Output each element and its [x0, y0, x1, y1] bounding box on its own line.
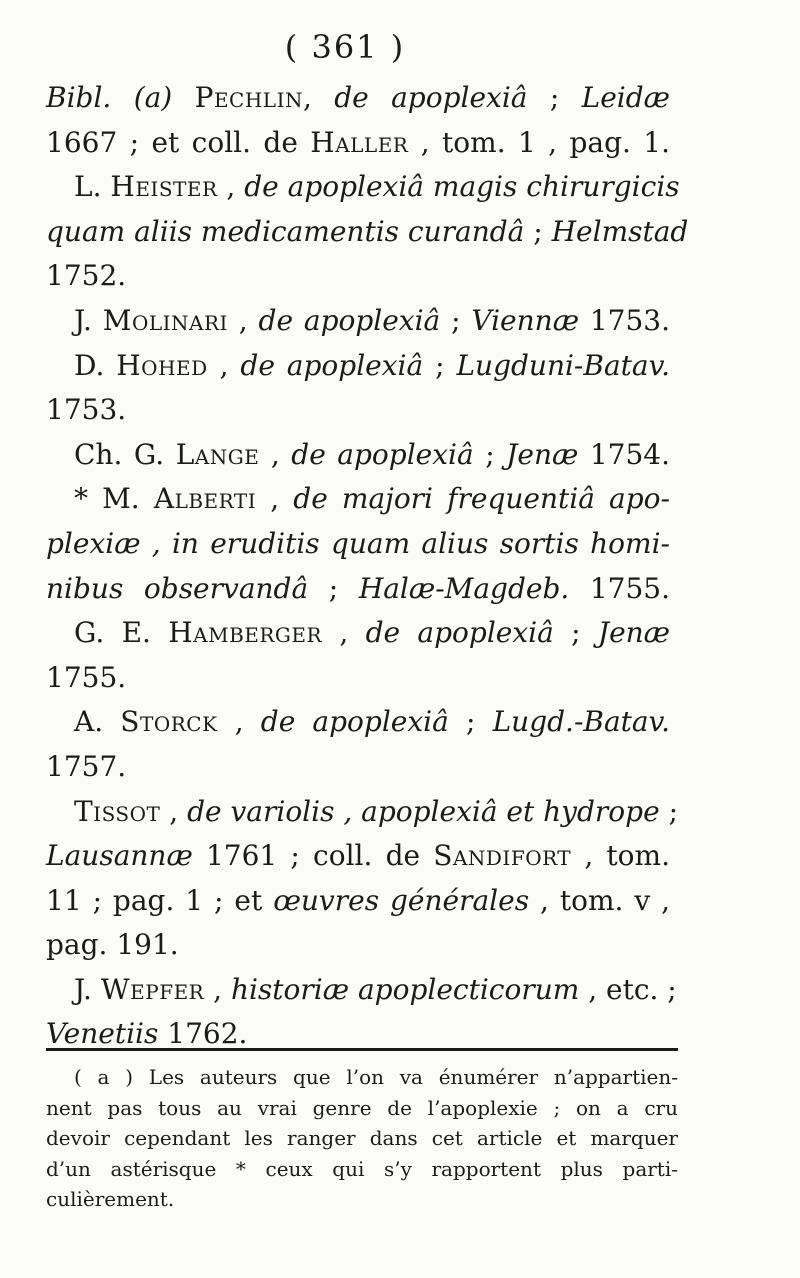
- line-text: 1761 ; coll. de: [192, 839, 434, 873]
- line-text: 1755.: [46, 660, 127, 694]
- author-name: Hohed: [116, 348, 208, 382]
- line-text: 11 ; pag. 1 ; et: [46, 883, 274, 917]
- place-name: Lausannæ: [46, 839, 193, 873]
- bibliography-line: [46, 344, 670, 389]
- author-name: Wepfer: [100, 972, 205, 1006]
- bibliography-line: [46, 165, 680, 210]
- footnote: [46, 1062, 678, 1215]
- footnote-line: nent pas tous au vrai genre de l’apoplexie ; on a cru: [46, 1095, 678, 1120]
- place-name: Venetiis: [46, 1017, 159, 1051]
- author-name: Alberti: [153, 482, 257, 516]
- footnote-line: d’un astérisque * ceux qui s’y rapportent plus parti-: [46, 1156, 678, 1181]
- line-text: ,: [217, 170, 245, 204]
- bibliography-line: [46, 745, 670, 790]
- line-text: ,: [207, 348, 241, 382]
- line-text: ;: [423, 348, 457, 382]
- author-name: Molinari: [102, 303, 228, 337]
- bibliography-line: [46, 923, 670, 968]
- line-text: ;: [448, 705, 493, 739]
- work-title: de apoplexiâ: [258, 303, 441, 337]
- work-title: de variolis , apoplexiâ et hydrope: [187, 794, 660, 828]
- bibliography-line: [46, 656, 670, 701]
- work-title: de apoplexiâ: [365, 616, 554, 650]
- work-title: de majori frequentiâ apo-: [293, 482, 670, 516]
- line-text: , etc. ;: [579, 972, 677, 1006]
- line-text: J.: [74, 972, 101, 1006]
- place-name: Jenæ: [597, 616, 670, 650]
- author-name: Pechlin: [194, 81, 303, 114]
- author-name: Hamberger: [168, 616, 323, 650]
- line-text: pag. 191.: [46, 928, 179, 962]
- place-name: Halæ-Magdeb.: [358, 571, 570, 605]
- author-name: Storck: [120, 705, 218, 739]
- line-text: L.: [74, 170, 111, 204]
- bibliography-line: [46, 388, 670, 433]
- line-text: ;: [527, 81, 582, 114]
- line-text: 1757.: [46, 749, 127, 783]
- bibliography-line: [46, 210, 689, 255]
- line-text: ,: [322, 616, 366, 650]
- work-title: de apoplexiâ: [334, 81, 528, 114]
- work-title: de apoplexiâ: [260, 705, 449, 739]
- bibliography-line: [46, 700, 670, 745]
- work-title: nibus observandâ: [46, 571, 309, 605]
- footnote-line: culièrement.: [46, 1187, 175, 1212]
- author-name: Haller: [310, 125, 409, 159]
- line-text: ,: [259, 437, 292, 471]
- line-text: , tom.: [571, 839, 670, 873]
- line-text: ;: [553, 616, 598, 650]
- work-title: de apoplexiâ: [291, 437, 474, 471]
- line-text: 1753.: [46, 393, 127, 427]
- line-text: J.: [74, 303, 103, 337]
- line-text: ,: [204, 972, 231, 1006]
- author-name: Heister: [110, 170, 218, 204]
- line-text: Bibl.: [46, 81, 112, 114]
- bibliography-list: [46, 76, 689, 1057]
- bibliography-line: [46, 522, 670, 567]
- line-text: 1752.: [46, 259, 127, 293]
- place-name: Lugduni-Batav.: [456, 348, 671, 382]
- line-text: ;: [440, 303, 472, 337]
- line-text: , tom. v ,: [529, 883, 671, 917]
- place-name: Lugd.-Batav.: [492, 705, 671, 739]
- author-name: Tissot: [74, 794, 161, 828]
- page-number: ( 361 ): [284, 28, 406, 66]
- line-text: ;: [659, 794, 679, 828]
- line-text: ;: [308, 571, 359, 605]
- line-text: 1667 ; et coll. de: [46, 125, 311, 159]
- line-text: ,: [256, 482, 294, 516]
- bibliography-line: [46, 968, 677, 1013]
- work-title: de apoplexiâ magis chirurgicis: [244, 170, 680, 204]
- place-name: Jenæ: [506, 437, 579, 471]
- work-title: historiæ apoplecticorum: [230, 972, 580, 1006]
- line-text: 1762.: [158, 1017, 248, 1051]
- line-text: ,: [302, 81, 335, 114]
- line-text: , tom. 1 , pag. 1.: [408, 125, 671, 159]
- line-text: ,: [160, 794, 188, 828]
- line-text: A.: [74, 705, 121, 739]
- bibliography-line: [46, 76, 670, 121]
- bibliography-line: [46, 611, 670, 656]
- bibliography-line: [46, 299, 670, 344]
- bibliography-line: [46, 567, 670, 612]
- bibliography-line: [46, 834, 670, 879]
- bibliography-line: [46, 433, 670, 478]
- place-name: Viennæ: [471, 303, 580, 337]
- bibliography-line: [46, 790, 679, 835]
- line-text: ;: [473, 437, 507, 471]
- line-text: ;: [524, 214, 552, 248]
- line-text: ,: [217, 705, 261, 739]
- footnote-line: devoir cependant les ranger dans cet article et marquer: [46, 1126, 678, 1151]
- line-text: 1754.: [578, 437, 671, 471]
- footnote-separator: [46, 1048, 678, 1051]
- bibliography-line: [46, 121, 670, 166]
- work-title: quam aliis medicamentis curandâ: [46, 214, 525, 248]
- line-text: 1753.: [579, 303, 671, 337]
- line-text: Ch. G.: [74, 437, 176, 471]
- bibliography-line: [46, 254, 670, 299]
- place-name: Leidæ: [581, 81, 670, 114]
- line-text: ,: [227, 303, 259, 337]
- bibliography-line: [46, 879, 670, 924]
- footnote-marker: (a): [133, 81, 173, 114]
- line-text: G. E.: [74, 616, 169, 650]
- line-text: * M.: [74, 482, 154, 516]
- author-name: Lange: [175, 437, 260, 471]
- work-title: de apoplexiâ: [240, 348, 424, 382]
- bibliography-line: [46, 477, 670, 522]
- work-title: œuvres générales: [273, 883, 530, 917]
- footnote-line: ( a ) Les auteurs que l’on va énumérer n’appartien-: [74, 1065, 678, 1089]
- place-name: Helmstad: [551, 214, 689, 248]
- line-text: D.: [74, 348, 117, 382]
- line-text: 1755.: [569, 571, 671, 605]
- author-name: Sandifort: [433, 839, 572, 873]
- work-title: plexiæ , in eruditis quam alius sortis homi-: [46, 526, 670, 560]
